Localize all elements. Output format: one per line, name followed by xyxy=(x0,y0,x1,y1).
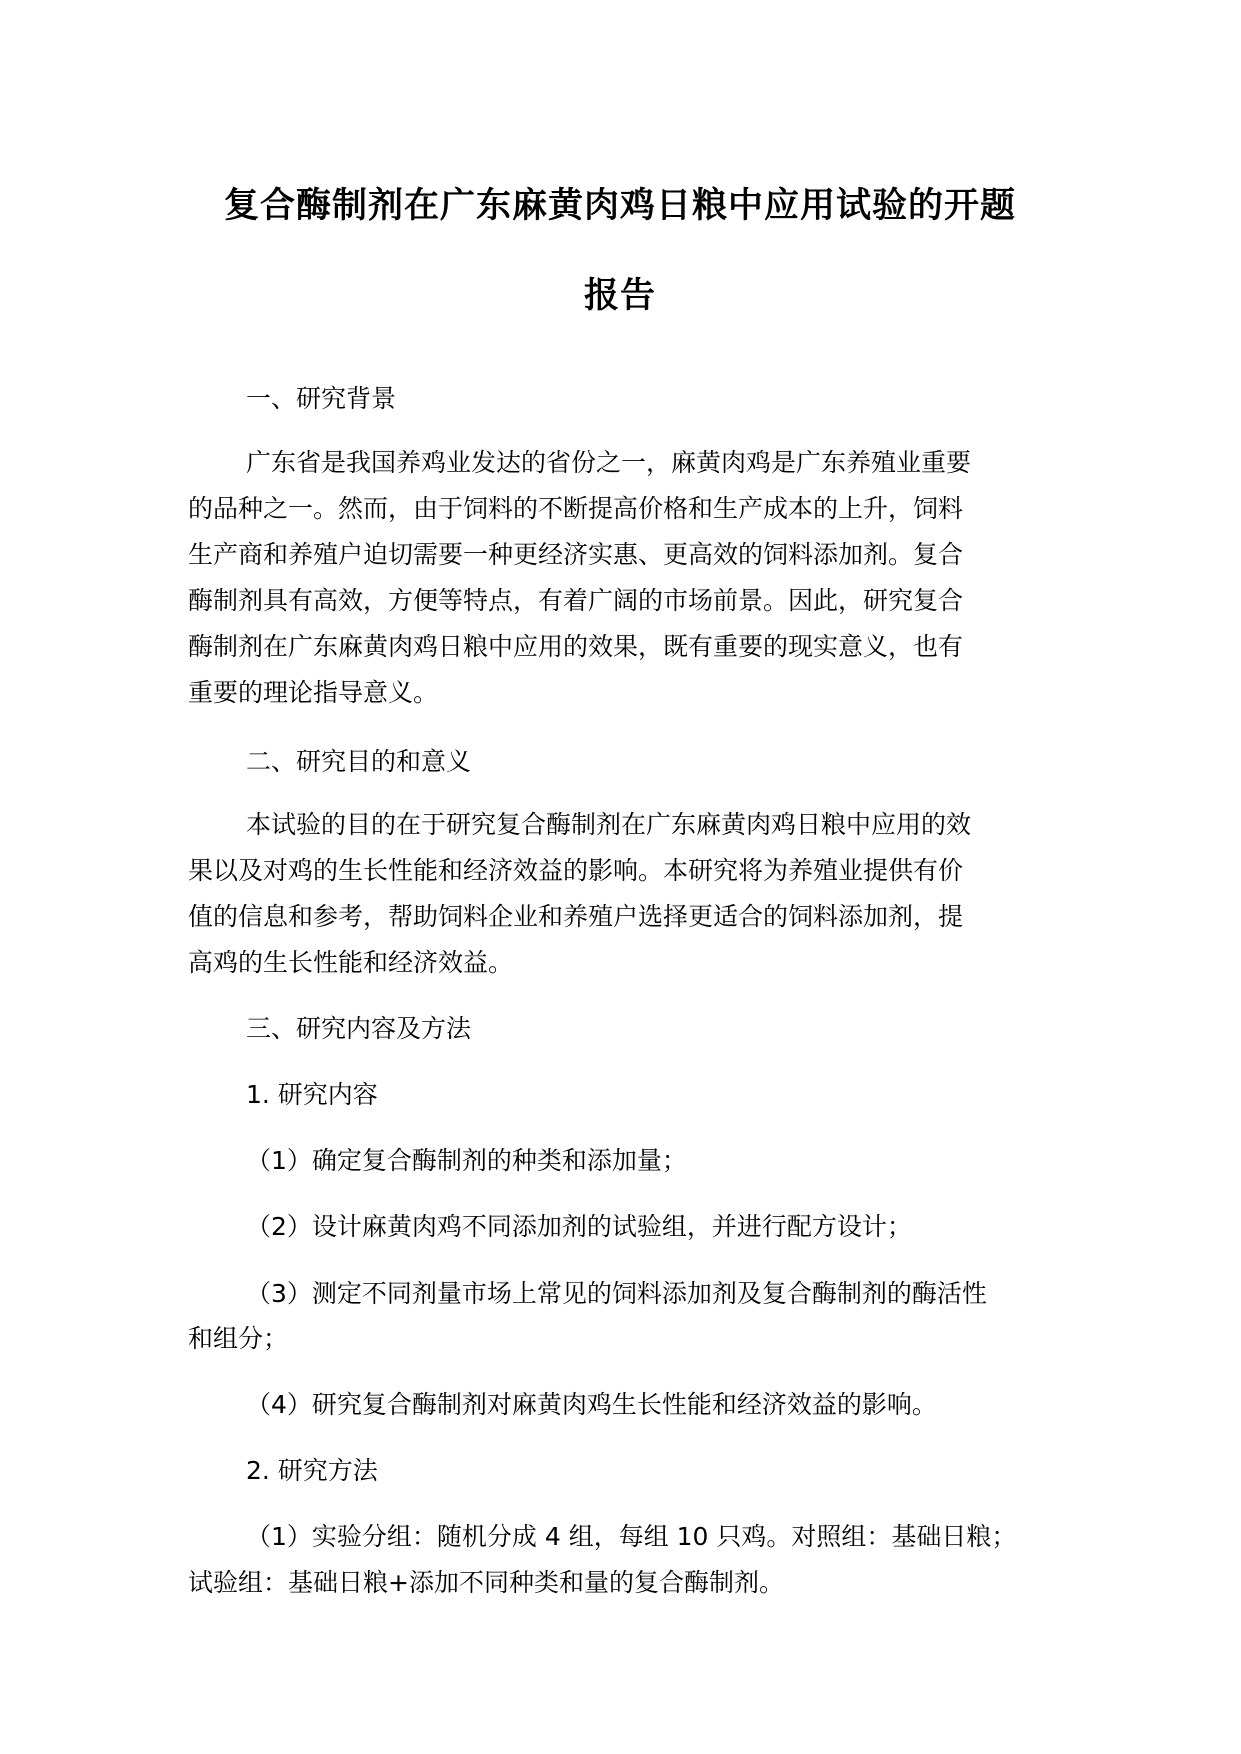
subsection-heading-methods: 2. 研究方法 xyxy=(246,1456,378,1485)
section-heading-methods: 三、研究内容及方法 xyxy=(246,1014,472,1043)
document-title-line1: 复合酶制剂在广东麻黄肉鸡日粮中应用试验的开题 xyxy=(223,186,1016,226)
section-heading-background: 一、研究背景 xyxy=(246,384,397,413)
paragraph-line: 酶制剂在广东麻黄肉鸡日粮中应用的效果，既有重要的现实意义，也有 xyxy=(188,632,964,661)
paragraph-line: 酶制剂具有高效，方便等特点，有着广阔的市场前景。因此，研究复合 xyxy=(188,586,964,615)
paragraph-line: 重要的理论指导意义。 xyxy=(188,678,439,707)
paragraph-purpose xyxy=(188,802,971,986)
content-item-2: （2）设计麻黄肉鸡不同添加剂的试验组，并进行配方设计； xyxy=(246,1212,912,1241)
paragraph-line: 广东省是我国养鸡业发达的省份之一，麻黄肉鸡是广东养殖业重要 xyxy=(246,448,972,477)
section-heading-purpose: 二、研究目的和意义 xyxy=(246,747,472,776)
document-title-line2: 报告 xyxy=(583,276,656,316)
method-item-1: （1）实验分组：随机分成 4 组，每组 10 只鸡。对照组：基础日粮； xyxy=(246,1522,1017,1551)
paragraph-line: 值的信息和参考，帮助饲料企业和养殖户选择更适合的饲料添加剂，提 xyxy=(188,902,964,931)
content-item-4: （4）研究复合酶制剂对麻黄肉鸡生长性能和经济效益的影响。 xyxy=(246,1390,937,1419)
paragraph-background xyxy=(188,440,971,716)
method-item-1-continued: 试验组：基础日粮+添加不同种类和量的复合酶制剂。 xyxy=(188,1568,784,1597)
content-item-3-continued: 和组分； xyxy=(188,1324,289,1353)
paragraph-line: 本试验的目的在于研究复合酶制剂在广东麻黄肉鸡日粮中应用的效 xyxy=(246,810,972,839)
content-item-3: （3）测定不同剂量市场上常见的饲料添加剂及复合酶制剂的酶活性 xyxy=(246,1279,987,1308)
paragraph-line: 果以及对鸡的生长性能和经济效益的影响。本研究将为养殖业提供有价 xyxy=(188,856,964,885)
subsection-heading-content: 1. 研究内容 xyxy=(246,1080,378,1109)
paragraph-line: 高鸡的生长性能和经济效益。 xyxy=(188,948,514,977)
content-item-1: （1）确定复合酶制剂的种类和添加量； xyxy=(246,1146,687,1175)
paragraph-line: 的品种之一。然而，由于饲料的不断提高价格和生产成本的上升，饲料 xyxy=(188,494,964,523)
paragraph-line: 生产商和养殖户迫切需要一种更经济实惠、更高效的饲料添加剂。复合 xyxy=(188,540,964,569)
